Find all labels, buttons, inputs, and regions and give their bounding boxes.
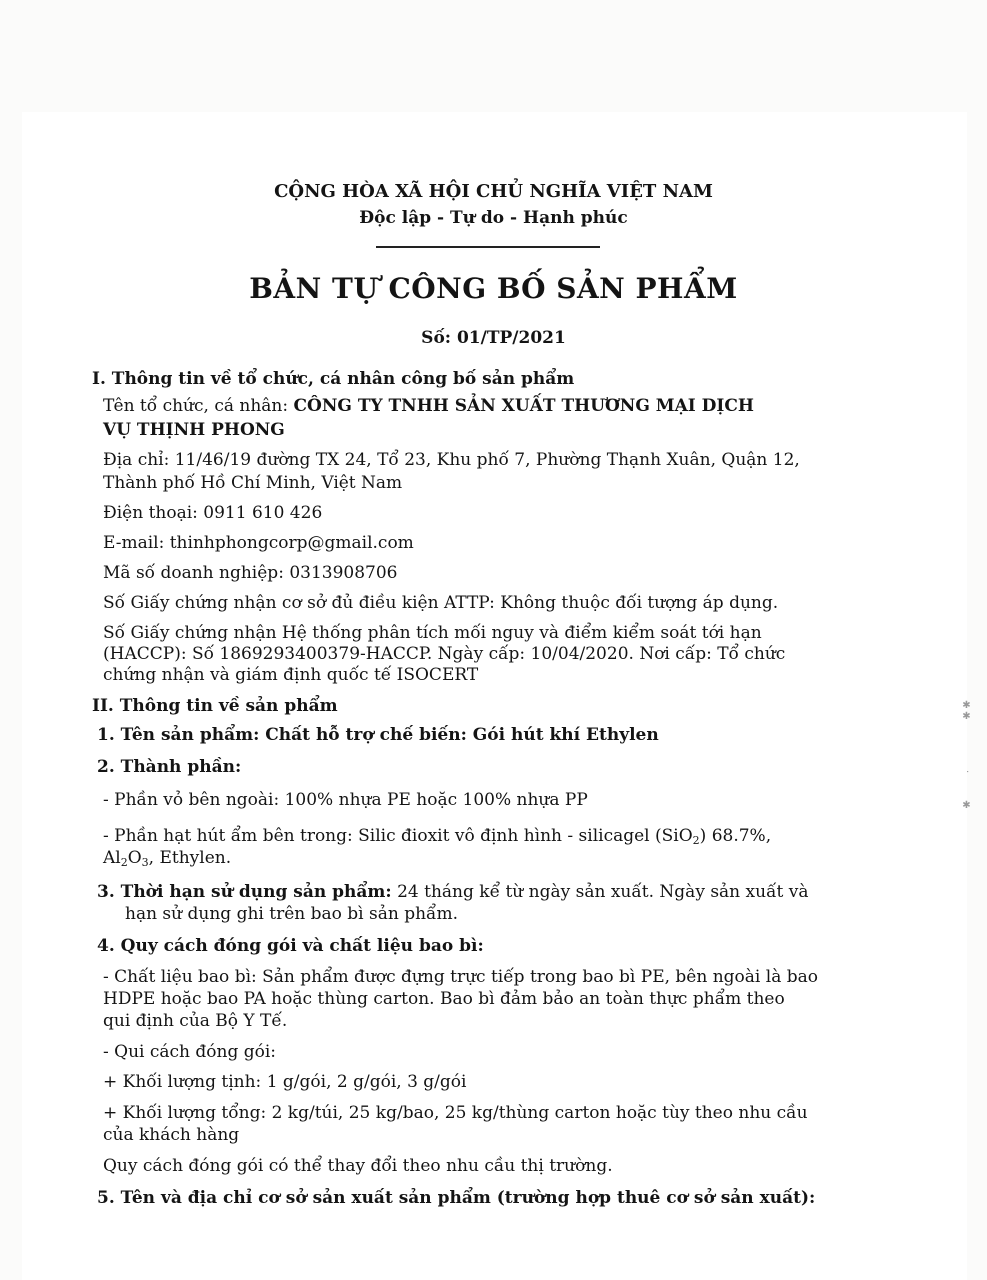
document-number: Số: 01/TP/2021 xyxy=(421,328,566,348)
shelf-life-text: 24 tháng kể từ ngày sản xuất. Ngày sản xuất và xyxy=(391,882,809,902)
org-line xyxy=(103,395,754,417)
haccp-line-2: (HACCP): Số 1869293400379-HACCP. Ngày cấp: 10/04/2020. Nơi cấp: Tổ chức xyxy=(103,644,786,664)
margin-stamp-mark: ✱✱ xyxy=(961,700,972,722)
inner-text-end: ) 68.7%, xyxy=(699,826,772,846)
shell-material: - Phần vỏ bên ngoài: 100% nhựa PE hoặc 100% nhựa PP xyxy=(103,790,588,810)
formula-rest: , Ethylen. xyxy=(148,848,232,868)
shelf-life-line-1 xyxy=(97,881,808,903)
org-label: Tên tổ chức, cá nhân: xyxy=(103,396,289,416)
address-line-1: Địa chỉ: 11/46/19 đường TX 24, Tổ 23, Khu phố 7, Phường Thạnh Xuân, Quận 12, xyxy=(103,450,800,470)
packaging-line-3: qui định của Bộ Y Tế. xyxy=(103,1011,288,1031)
section-1-heading: I. Thông tin về tổ chức, cá nhân công bố sản phẩm xyxy=(92,369,575,389)
attp-certificate: Số Giấy chứng nhận cơ sở đủ điều kiện ATTP: Không thuộc đối tượng áp dụng. xyxy=(103,593,779,613)
formula-o: O xyxy=(127,848,142,868)
margin-stamp-mark: ✱ xyxy=(961,800,972,811)
shelf-life-line-2: hạn sử dụng ghi trên bao bì sản phẩm. xyxy=(125,904,458,924)
haccp-line-1: Số Giấy chứng nhận Hệ thống phân tích mối nguy và điểm kiểm soát tới hạn xyxy=(103,623,762,643)
inner-material-line-1 xyxy=(103,825,771,847)
gross-weight-line-2: của khách hàng xyxy=(103,1125,240,1145)
manufacturer-heading: 5. Tên và địa chỉ cơ sở sản xuất sản phẩm (trường hợp thuê cơ sở sản xuất): xyxy=(97,1188,816,1208)
subscript: 2 xyxy=(692,834,700,847)
tax-code: Mã số doanh nghiệp: 0313908706 xyxy=(103,563,398,583)
haccp-line-3: chứng nhận và giám định quốc tế ISOCERT xyxy=(103,665,479,685)
margin-stamp-mark: · xyxy=(961,770,972,774)
shelf-life-label: 3. Thời hạn sử dụng sản phẩm: xyxy=(97,882,392,902)
gross-weight-line-1: + Khối lượng tổng: 2 kg/túi, 25 kg/bao, 25 kg/thùng carton hoặc tùy theo nhu cầu xyxy=(103,1103,808,1123)
phone: Điện thoại: 0911 610 426 xyxy=(103,503,323,523)
header-divider xyxy=(376,246,600,248)
document-title: BẢN TỰ CÔNG BỐ SẢN PHẨM xyxy=(249,272,738,305)
inner-material-line-2 xyxy=(103,847,231,869)
packaging-line-2: HDPE hoặc bao PA hoặc thùng carton. Bao bì đảm bảo an toàn thực phẩm theo xyxy=(103,989,785,1009)
packing-spec: - Qui cách đóng gói: xyxy=(103,1042,277,1062)
formula-al: Al xyxy=(103,848,121,868)
org-name: CÔNG TY TNHH SẢN XUẤT THƯƠNG MẠI DỊCH xyxy=(293,396,754,416)
motto: Độc lập - Tự do - Hạnh phúc xyxy=(359,208,628,228)
national-title: CỘNG HÒA XÃ HỘI CHỦ NGHĨA VIỆT NAM xyxy=(274,181,713,202)
packing-change-note: Quy cách đóng gói có thể thay đổi theo nhu cầu thị trường. xyxy=(103,1156,613,1176)
product-name: 1. Tên sản phẩm: Chất hỗ trợ chế biến: Gói hút khí Ethylen xyxy=(97,725,659,745)
inner-text: - Phần hạt hút ẩm bên trong: Silic đioxit vô định hình - silicagel (SiO xyxy=(103,826,693,846)
ingredients-heading: 2. Thành phần: xyxy=(97,757,242,777)
packaging-heading: 4. Quy cách đóng gói và chất liệu bao bì: xyxy=(97,936,484,956)
packaging-line-1: - Chất liệu bao bì: Sản phẩm được đựng trực tiếp trong bao bì PE, bên ngoài là bao xyxy=(103,967,818,987)
net-weight: + Khối lượng tịnh: 1 g/gói, 2 g/gói, 3 g/gói xyxy=(103,1072,467,1092)
section-2-heading: II. Thông tin về sản phẩm xyxy=(92,696,338,716)
org-name-cont: VỤ THỊNH PHONG xyxy=(103,420,285,440)
subscript: 2 xyxy=(120,856,128,869)
email: E-mail: thinhphongcorp@gmail.com xyxy=(103,533,414,553)
address-line-2: Thành phố Hồ Chí Minh, Việt Nam xyxy=(103,473,403,493)
subscript: 3 xyxy=(141,856,149,869)
